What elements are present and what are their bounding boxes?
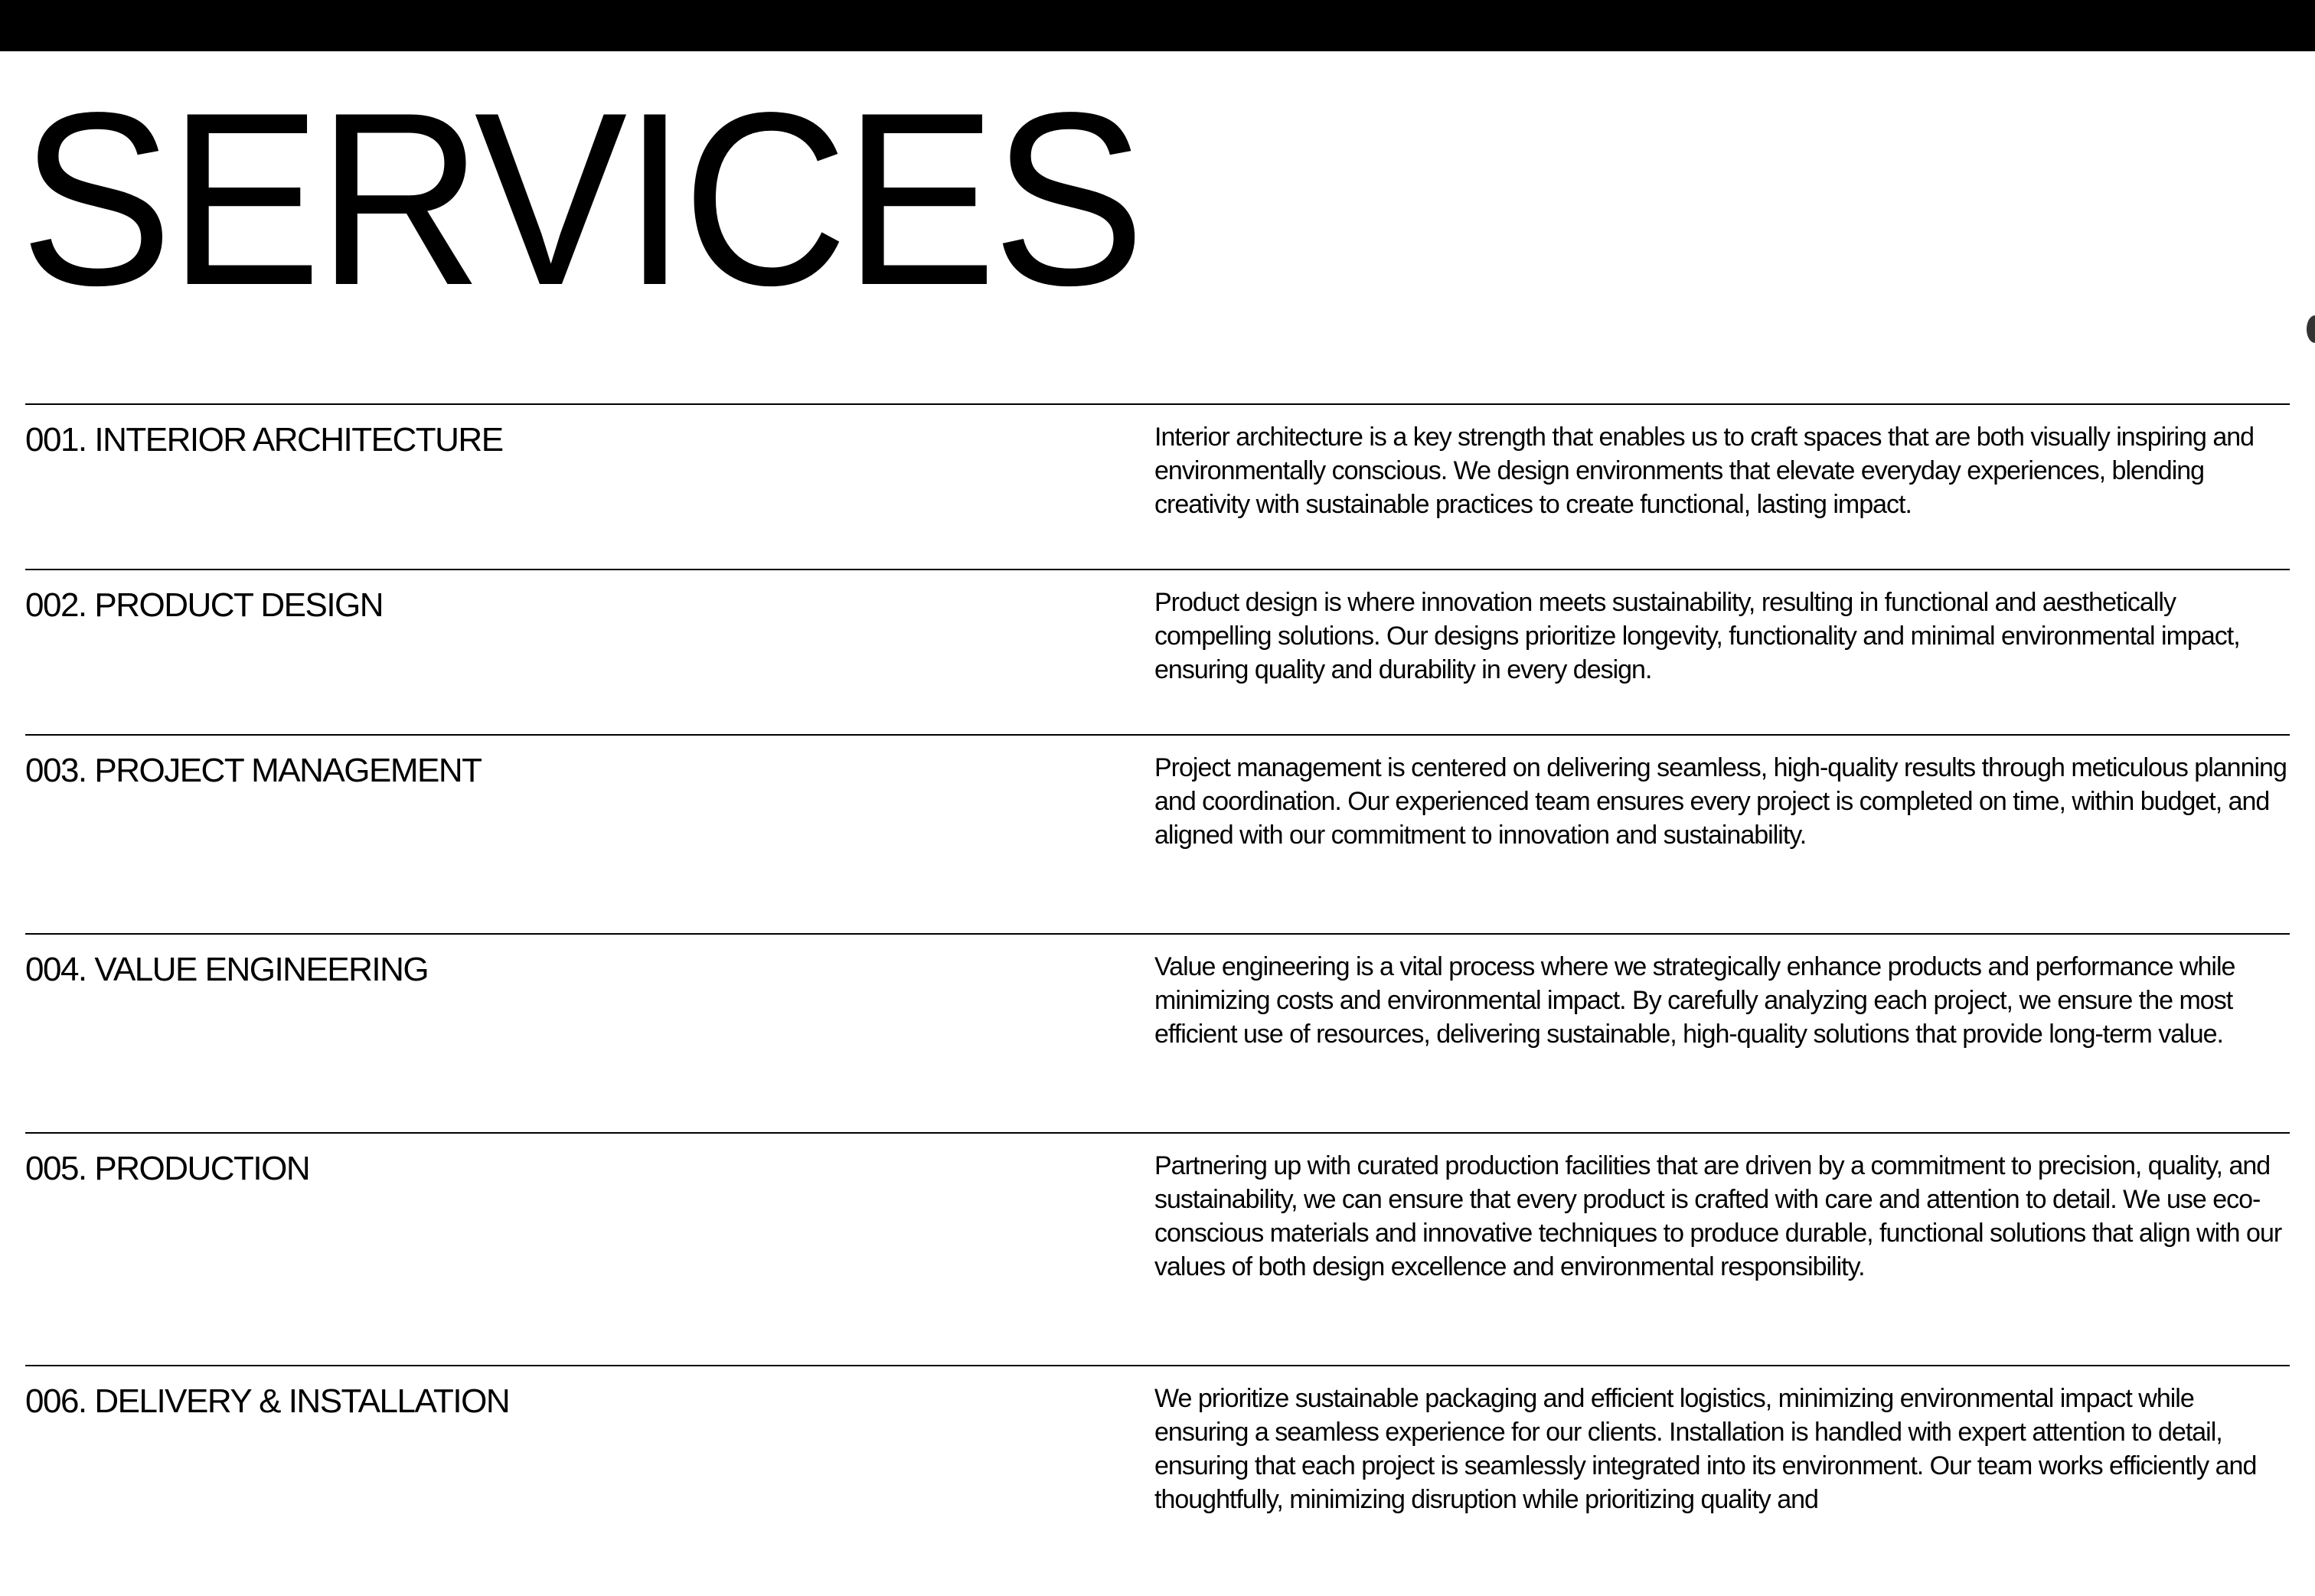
service-description: Interior architecture is a key strength that enables us to craft spaces that are both visually inspiring and environmentally conscious. We design environments that elevate everyday experiences, blending creativity with sustainable practices to create functional, lasting impact. bbox=[1154, 423, 2255, 519]
scroll-indicator[interactable] bbox=[2307, 315, 2315, 343]
service-description: Partnering up with curated production facilities that are driven by a commitment to precision, quality, and sustainability, we can ensure that every product is crafted with care and attention to detail. We use eco-conscious materials and innovative techniques to produce durable, functional solutions that align with our values of both design excellence and environmental responsibility. bbox=[1154, 1151, 2282, 1281]
service-row-project-management[interactable] bbox=[25, 734, 2290, 933]
service-name[interactable]: 006. DELIVERY & INSTALLATION bbox=[25, 1382, 510, 1420]
services-list bbox=[25, 403, 2290, 1596]
service-description: We prioritize sustainable packaging and efficient logistics, minimizing environmental impact while ensuring a seamless experience for our clients. Installation is handled with expert attention to detail, ensuring that each project is seamlessly integrated into its environment. Our team works efficiently and thoughtfully, minimizing disruption while prioritizing quality and bbox=[1154, 1384, 2257, 1514]
service-name[interactable]: 005. PRODUCTION bbox=[25, 1150, 310, 1187]
service-row-production[interactable] bbox=[25, 1132, 2290, 1365]
service-row-delivery-installation[interactable] bbox=[25, 1365, 2290, 1596]
service-row-product-design[interactable] bbox=[25, 569, 2290, 734]
service-description: Product design is where innovation meets sustainability, resulting in functional and aesthetically compelling solutions. Our designs prioritize longevity, functionality and minimal environmental impact, ensuring quality and durability in every design. bbox=[1154, 588, 2240, 684]
service-name[interactable]: 003. PROJECT MANAGEMENT bbox=[25, 752, 482, 789]
service-description: Project management is centered on delivering seamless, high-quality results through meticulous planning and coordination. Our experienced team ensures every project is completed on time, within budget, and aligned with our commitment to innovation and sustainability. bbox=[1154, 753, 2287, 850]
service-name[interactable]: 004. VALUE ENGINEERING bbox=[25, 951, 429, 988]
service-description: Value engineering is a vital process where we strategically enhance products and performance while minimizing costs and environmental impact. By carefully analyzing each project, we ensure the most efficient use of resources, delivering sustainable, high-quality solutions that provide long-term value. bbox=[1154, 952, 2235, 1049]
top-header-bar bbox=[0, 0, 2315, 51]
page-title: SERVICES bbox=[20, 62, 1141, 337]
service-row-interior-architecture[interactable] bbox=[25, 403, 2290, 569]
service-name[interactable]: 001. INTERIOR ARCHITECTURE bbox=[25, 421, 503, 459]
service-name[interactable]: 002. PRODUCT DESIGN bbox=[25, 586, 384, 624]
service-row-value-engineering[interactable] bbox=[25, 933, 2290, 1132]
